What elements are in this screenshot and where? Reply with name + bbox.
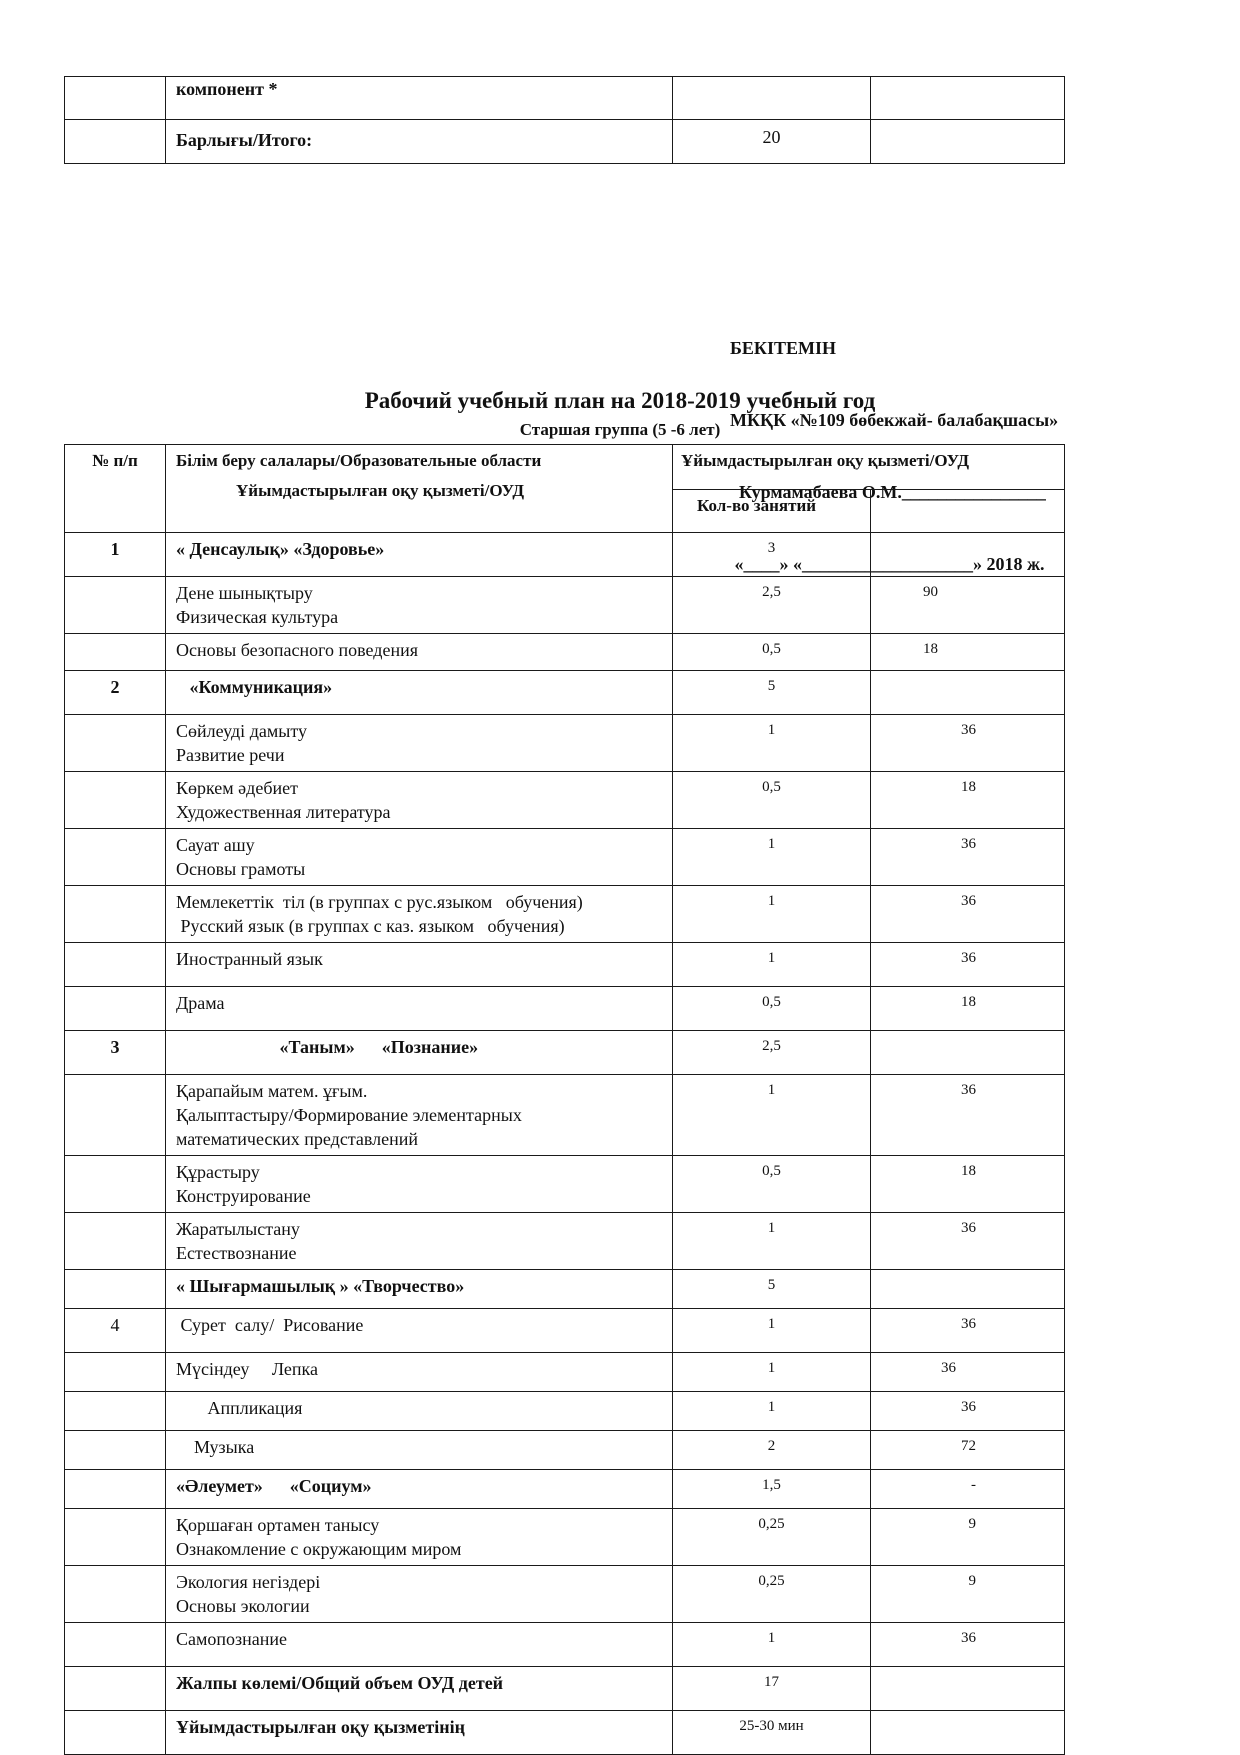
table-row — [65, 77, 1065, 120]
area-name-line: Қарапайым матем. ұғым. — [176, 1081, 368, 1101]
table-row — [65, 1711, 1065, 1755]
table-row — [65, 1667, 1065, 1711]
area-name-line: Русский язык (в группах с каз. языком обучения) — [176, 916, 565, 936]
row-number-cell — [65, 1431, 166, 1470]
area-name-line: « Денсаулық» «Здоровье» — [176, 539, 385, 559]
header-row — [65, 445, 1065, 490]
lesson-count-cell: 1 — [673, 1623, 871, 1667]
count-cell — [673, 77, 871, 120]
row-number-cell — [65, 120, 166, 164]
table-row — [65, 120, 1065, 164]
row-number-cell: 2 — [65, 671, 166, 715]
area-name-line: Қоршаған ортамен танысу — [176, 1515, 380, 1535]
area-name-cell — [166, 1309, 673, 1353]
table-row — [65, 943, 1065, 987]
hours-cell: 36 — [871, 1075, 1065, 1156]
area-name-line: Сауат ашу — [176, 835, 255, 855]
row-number-cell — [65, 577, 166, 634]
area-name-line: Ознакомление с окружающим миром — [176, 1539, 462, 1559]
table-row — [65, 715, 1065, 772]
area-name-line: «Коммуникация» — [176, 677, 333, 697]
table-row — [65, 987, 1065, 1031]
hours-cell — [871, 533, 1065, 577]
lesson-count-cell: 2,5 — [673, 1031, 871, 1075]
area-name-cell — [166, 533, 673, 577]
lesson-count-cell: 2,5 — [673, 577, 871, 634]
table-row — [65, 886, 1065, 943]
hours-cell: 36 — [871, 829, 1065, 886]
row-number-cell — [65, 829, 166, 886]
area-name-cell — [166, 1667, 673, 1711]
table-row — [65, 829, 1065, 886]
table-row — [65, 1213, 1065, 1270]
lesson-count-cell: 0,5 — [673, 1156, 871, 1213]
area-name-line: Көркем әдебиет — [176, 778, 298, 798]
hours-cell: - — [871, 1470, 1065, 1509]
row-number-cell — [65, 1156, 166, 1213]
area-name-cell — [166, 1711, 673, 1755]
hours-cell: 36 — [871, 886, 1065, 943]
table-row — [65, 1156, 1065, 1213]
table-row — [65, 1509, 1065, 1566]
area-name-line: « Шығармашылық » «Творчество» — [176, 1276, 465, 1296]
area-name-cell — [166, 943, 673, 987]
total-label: Барлығы/Итого: — [166, 120, 673, 164]
area-name-cell — [166, 1431, 673, 1470]
row-number-cell: 1 — [65, 533, 166, 577]
area-name-cell — [166, 829, 673, 886]
lesson-count-cell: 0,5 — [673, 772, 871, 829]
row-number-cell — [65, 1711, 166, 1755]
row-number-cell: 4 — [65, 1309, 166, 1353]
row-number-cell — [65, 1566, 166, 1623]
document-subtitle: Старшая группа (5 -6 лет) — [519, 420, 721, 439]
area-name-cell — [166, 1213, 673, 1270]
lesson-count-cell: 1 — [673, 1353, 871, 1392]
table-row — [65, 577, 1065, 634]
hours-cell — [871, 120, 1065, 164]
area-name-line: Экология негіздері — [176, 1572, 321, 1592]
area-name-line: Ұйымдастырылған оқу қызметінің — [176, 1717, 465, 1737]
table-row — [65, 1623, 1065, 1667]
row-number-cell — [65, 1213, 166, 1270]
area-name-cell — [166, 1623, 673, 1667]
row-number-cell — [65, 886, 166, 943]
table-row — [65, 671, 1065, 715]
table-row — [65, 1031, 1065, 1075]
area-name-cell — [166, 886, 673, 943]
row-number-cell — [65, 1667, 166, 1711]
lesson-count-cell: 17 — [673, 1667, 871, 1711]
header-hours — [871, 490, 1065, 533]
hours-cell: 9 — [871, 1509, 1065, 1566]
hours-cell: 36 — [871, 1392, 1065, 1431]
hours-cell: 18 — [871, 772, 1065, 829]
area-name-line: Аппликация — [176, 1398, 303, 1418]
area-name-line: Мүсіндеу Лепка — [176, 1359, 318, 1379]
row-number-cell — [65, 77, 166, 120]
area-name-line: Самопознание — [176, 1629, 288, 1649]
area-name-line: Физическая культура — [176, 607, 339, 627]
curriculum-table — [64, 444, 1065, 1755]
area-name-cell — [166, 1470, 673, 1509]
row-number-cell — [65, 772, 166, 829]
area-name-cell — [166, 1031, 673, 1075]
area-name-line: Құрастыру — [176, 1162, 260, 1182]
area-name-cell — [166, 715, 673, 772]
area-name-cell — [166, 671, 673, 715]
hours-cell: 36 — [871, 715, 1065, 772]
area-name-cell — [166, 1353, 673, 1392]
lesson-count-cell: 2 — [673, 1431, 871, 1470]
row-number-cell — [65, 943, 166, 987]
hours-cell: 72 — [871, 1431, 1065, 1470]
approval-organization: МКҚК «№109 бөбекжай- балабақшасы» — [730, 410, 1059, 430]
area-name-line: Қалыптастыру/Формирование элементарных — [176, 1105, 522, 1125]
hours-cell: 36 — [871, 943, 1065, 987]
area-name-line: Основы грамоты — [176, 859, 306, 879]
area-name-line: Драма — [176, 993, 225, 1013]
hours-cell: 36 — [871, 1353, 1065, 1392]
hours-cell — [871, 1031, 1065, 1075]
header-areas-line1: Білім беру салалары/Образовательные области — [176, 451, 542, 470]
area-name-cell — [166, 1075, 673, 1156]
area-name-cell — [166, 577, 673, 634]
row-number-cell: 3 — [65, 1031, 166, 1075]
area-name-line: Иностранный язык — [176, 949, 323, 969]
approval-date: «____» «___________________» 2018 ж. — [730, 554, 1045, 574]
area-name-cell — [166, 1392, 673, 1431]
lesson-count-cell: 1 — [673, 715, 871, 772]
lesson-count-cell: 0,25 — [673, 1509, 871, 1566]
area-name-cell — [166, 987, 673, 1031]
table-row — [65, 1392, 1065, 1431]
lesson-count-cell: 0,5 — [673, 987, 871, 1031]
hours-cell — [871, 1270, 1065, 1309]
header-oud: Ұйымдастырылған оқу қызметі/ОУД — [673, 445, 1065, 490]
row-number-cell — [65, 634, 166, 671]
lesson-count-cell: 3 — [673, 533, 871, 577]
total-count: 20 — [673, 120, 871, 164]
document-title: Рабочий учебный план на 2018-2019 учебный год — [364, 388, 876, 413]
area-name-line: Художественная литература — [176, 802, 391, 822]
row-number-cell — [65, 1470, 166, 1509]
row-number-cell — [65, 987, 166, 1031]
row-number-cell — [65, 1623, 166, 1667]
area-name-cell — [166, 634, 673, 671]
lesson-count-cell: 5 — [673, 671, 871, 715]
lesson-count-cell: 1 — [673, 1075, 871, 1156]
lesson-count-cell: 1 — [673, 886, 871, 943]
lesson-count-cell: 25-30 мин — [673, 1711, 871, 1755]
table-row — [65, 1075, 1065, 1156]
lesson-count-cell: 1,5 — [673, 1470, 871, 1509]
area-name-cell — [166, 1270, 673, 1309]
area-name-line: Конструирование — [176, 1186, 311, 1206]
lesson-count-cell: 1 — [673, 829, 871, 886]
lesson-count-cell: 5 — [673, 1270, 871, 1309]
area-name-cell — [166, 1156, 673, 1213]
table-row — [65, 634, 1065, 671]
approval-heading: БЕКІТЕМІН — [730, 338, 836, 358]
lesson-count-cell: 1 — [673, 943, 871, 987]
hours-cell: 18 — [871, 634, 1065, 671]
area-name-line: Основы экологии — [176, 1596, 310, 1616]
table-row — [65, 1270, 1065, 1309]
lesson-count-cell: 1 — [673, 1309, 871, 1353]
hours-cell: 18 — [871, 1156, 1065, 1213]
lesson-count-cell: 0,25 — [673, 1566, 871, 1623]
header-areas — [166, 445, 673, 533]
table-row — [65, 1353, 1065, 1392]
area-name-cell — [166, 1566, 673, 1623]
area-name-line: Жалпы көлемі/Общий объем ОУД детей — [176, 1673, 504, 1693]
lesson-count-cell: 1 — [673, 1213, 871, 1270]
area-name-line: Сөйлеуді дамыту — [176, 721, 307, 741]
hours-cell: 18 — [871, 987, 1065, 1031]
hours-cell: 36 — [871, 1309, 1065, 1353]
header-areas-line2: Ұйымдастырылған оқу қызметі/ОУД — [236, 481, 525, 500]
row-number-cell — [65, 1075, 166, 1156]
area-name-line: Естествознание — [176, 1243, 297, 1263]
area-name-line: Сурет салу/ Рисование — [176, 1315, 364, 1335]
area-name-line: Жаратылыстану — [176, 1219, 300, 1239]
component-label: компонент * — [166, 77, 673, 120]
hours-cell — [871, 77, 1065, 120]
area-name-cell — [166, 772, 673, 829]
hours-cell: 90 — [871, 577, 1065, 634]
hours-cell — [871, 1711, 1065, 1755]
table-row — [65, 1309, 1065, 1353]
area-name-line: математических представлений — [176, 1129, 419, 1149]
area-name-line: Мемлекеттік тіл (в группах с рус.языком обучения) — [176, 892, 583, 912]
header-count: Кол-во занятий — [673, 490, 871, 533]
lesson-count-cell: 0,5 — [673, 634, 871, 671]
area-name-line: Дене шынықтыру — [176, 583, 313, 603]
hours-cell — [871, 671, 1065, 715]
row-number-cell — [65, 715, 166, 772]
hours-cell: 36 — [871, 1213, 1065, 1270]
area-name-line: Музыка — [176, 1437, 255, 1457]
header-number: № п/п — [65, 445, 166, 533]
area-name-line: «Әлеумет» «Социум» — [176, 1476, 372, 1496]
row-number-cell — [65, 1392, 166, 1431]
table-row — [65, 1470, 1065, 1509]
row-number-cell — [65, 1509, 166, 1566]
row-number-cell — [65, 1353, 166, 1392]
area-name-line: Развитие речи — [176, 745, 285, 765]
hours-cell — [871, 1667, 1065, 1711]
approval-signatory: Курмамабаева О.М.________________ — [730, 482, 1046, 502]
area-name-line: «Таным» «Познание» — [176, 1037, 479, 1057]
table-row — [65, 1566, 1065, 1623]
hours-cell: 9 — [871, 1566, 1065, 1623]
table-row — [65, 1431, 1065, 1470]
area-name-line: Основы безопасного поведения — [176, 640, 418, 660]
table-row — [65, 533, 1065, 577]
area-name-cell — [166, 1509, 673, 1566]
hours-cell: 36 — [871, 1623, 1065, 1667]
previous-table-fragment — [64, 76, 1065, 164]
table-row — [65, 772, 1065, 829]
row-number-cell — [65, 1270, 166, 1309]
lesson-count-cell: 1 — [673, 1392, 871, 1431]
